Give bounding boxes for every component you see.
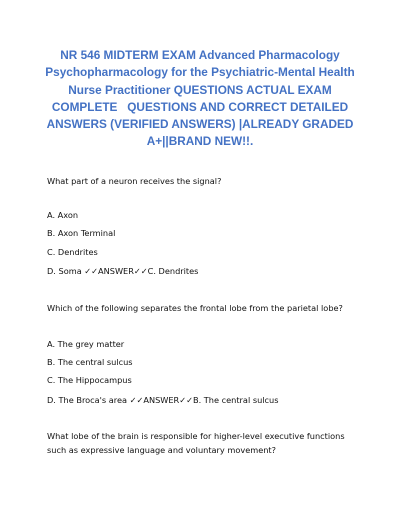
title-line: COMPLETE QUESTIONS AND CORRECT DETAILED: [51, 99, 349, 114]
title-line: A+||BRAND NEW!!.: [146, 134, 254, 149]
question-1-option-b: B. Axon Terminal: [47, 228, 116, 238]
question-2-text: Which of the following separates the frontal lobe from the parietal lobe?: [47, 303, 343, 313]
question-1-option-d-answer: D. Soma ✓✓ANSWER✓✓C. Dendrites: [47, 266, 199, 276]
question-1-option-a: A. Axon: [47, 210, 79, 220]
question-1-text: What part of a neuron receives the signal?: [47, 176, 222, 186]
title-line: NR 546 MIDTERM EXAM Advanced Pharmacology: [60, 48, 340, 62]
question-2-option-a: A. The grey matter: [47, 339, 125, 349]
document-title: [30, 47, 370, 151]
question-3-text: What lobe of the brain is responsible for higher-level executive functions such as expressive language and voluntary movement?: [47, 431, 345, 455]
title-line: Nurse Practitioner QUESTIONS ACTUAL EXAM: [68, 82, 332, 97]
title-line: ANSWERS (VERIFIED ANSWERS) |ALREADY GRADED: [46, 117, 354, 132]
question-1-option-c: C. Dendrites: [47, 247, 98, 257]
title-line: Psychopharmacology for the Psychiatric-Mental Health: [45, 65, 355, 80]
question-2-option-b: B. The central sulcus: [47, 357, 133, 367]
question-2-option-d-answer: D. The Broca's area ✓✓ANSWER✓✓B. The central sulcus: [47, 395, 279, 405]
question-2-option-c: C. The Hippocampus: [47, 375, 132, 385]
